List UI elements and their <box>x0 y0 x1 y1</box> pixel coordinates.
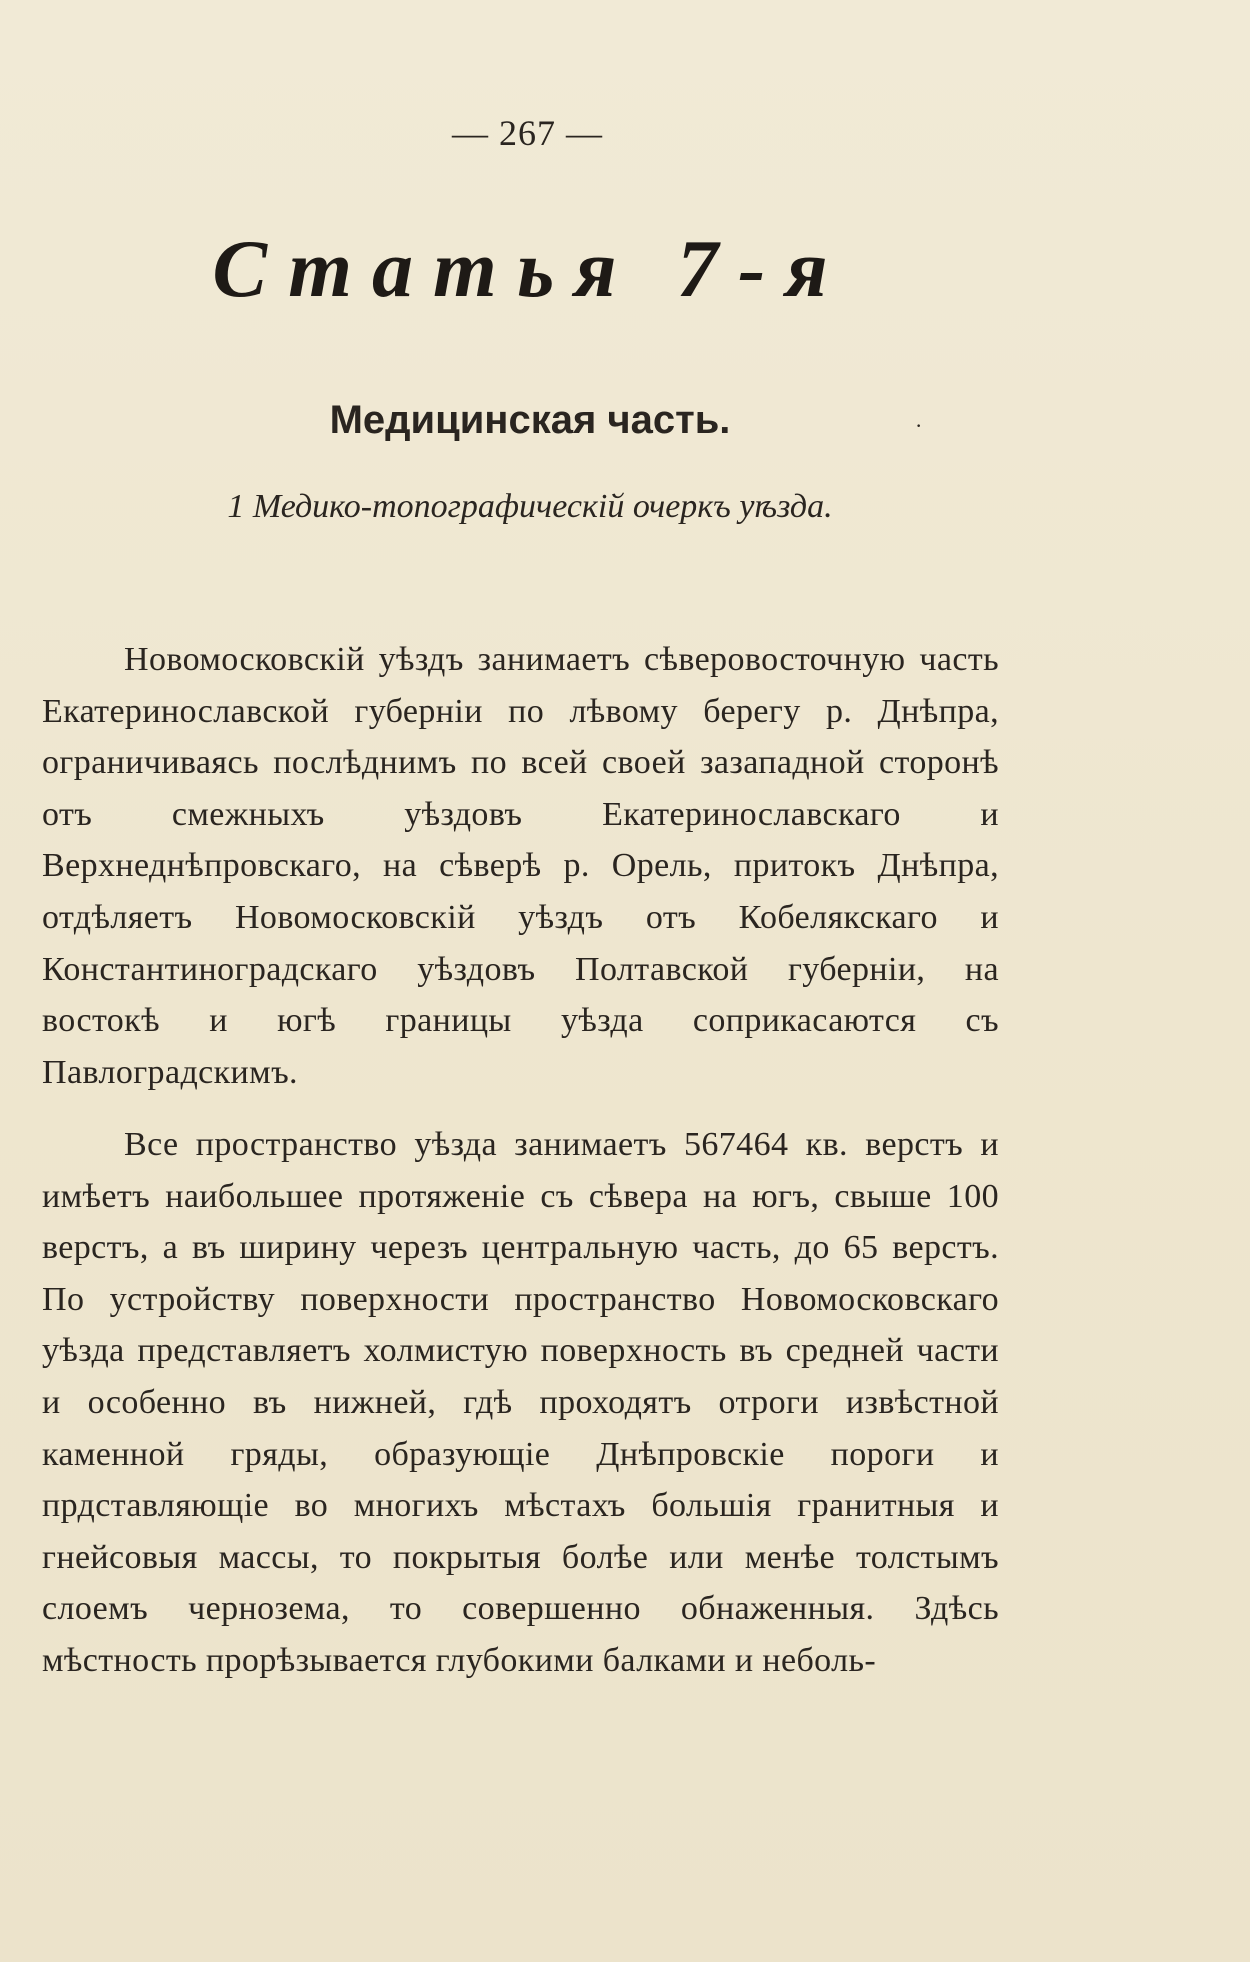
stray-mark: · <box>915 413 923 438</box>
article-title: Статья 7-я <box>212 223 848 314</box>
subheading: 1 Медико-топографическій очеркъ уѣзда. <box>227 488 833 525</box>
paragraph-1: Новомосковскій уѣздъ занимаетъ сѣверовосточную часть Екатеринославской губерніи по лѣвому берегу р. Днѣпра, ограничиваясь послѣднимъ по всей своей зазападной сторонѣ отъ смежныхъ уѣздовъ Екатеринославскаго и Верхнеднѣпровскаго, на сѣверѣ р. Орель, притокъ Днѣпра, отдѣляетъ Новомосковскій уѣздъ отъ Кобелякскаго и Константиноградскаго уѣздовъ Полтавской губерніи, на востокѣ и югѣ границы уѣзда соприкасаются съ Павлоградскимъ. <box>42 641 999 1091</box>
section-heading: Медицинская часть. <box>329 398 731 442</box>
page-number: — 267 — <box>452 113 603 153</box>
paragraph-2: Все пространство уѣзда занимаетъ 567464 кв. верстъ и имѣетъ наибольшее протяженіе съ сѣвера на югъ, свыше 100 верстъ, а въ ширину черезъ центральную часть, до 65 верстъ. По устройству поверхности пространство Новомосковскаго уѣзда представляетъ холмистую поверхность въ средней части и особенно въ нижней, гдѣ проходятъ отроги извѣстной каменной гряды, образующіе Днѣпровскіе пороги и прдставляющіе во многихъ мѣстахъ большія гранитныя и гнейсовыя массы, то покрытыя болѣе или менѣе толстымъ слоемъ чернозема, то совершенно обнаженныя. Здѣсь мѣстность прорѣзывается глубокими балками и неболь- <box>42 1126 999 1679</box>
